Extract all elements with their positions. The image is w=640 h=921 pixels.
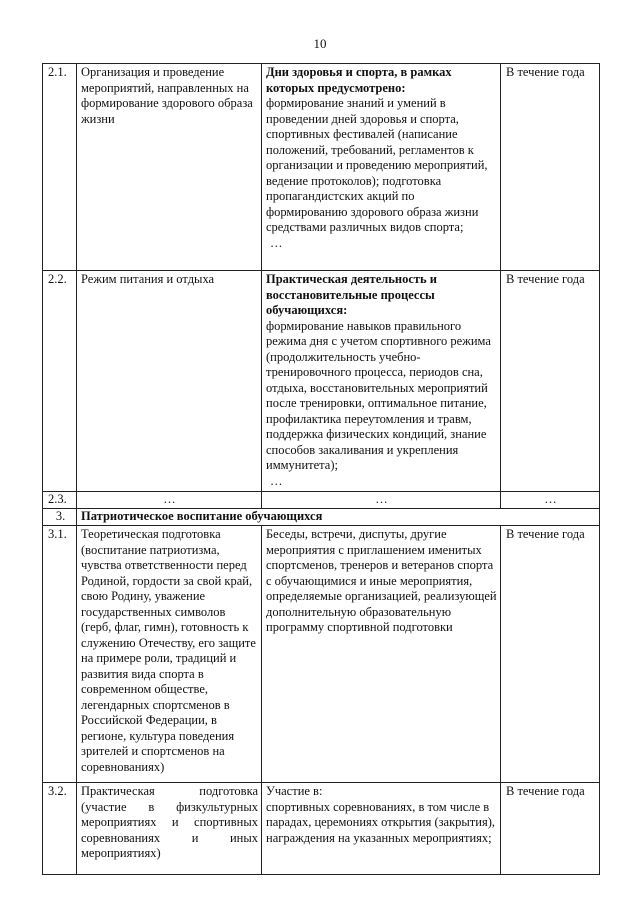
row-number: 3. xyxy=(43,509,77,526)
content-text: формирование знаний и умений в проведении дней здоровья и спорта, спортивных фестивалей (написание положений, требований, регламентов к организации и проведению мероприятий, ведение протоколов); подготовка пропагандистских акций по формированию здорового образа жизни средствами различных видов спорта; xyxy=(266,96,488,234)
program-table xyxy=(42,63,600,875)
section-heading-row xyxy=(43,509,600,526)
row-term: В течение года xyxy=(501,64,600,271)
row-name: Теоретическая подготовка (воспитание патриотизма, чувства ответственности перед Родиной, гордости за свой край, свою Родину, уважение государственных символов (герб, флаг, гимн), готовность к служению Отечеству, его защите на примере роли, традиций и развития вида спорта в современном обществе, легендарных спортсменов в Российской Федерации, в регионе, культура поведения зрителей и спортсменов на соревнованиях) xyxy=(77,526,262,783)
row-number: 2.1. xyxy=(43,64,77,271)
row-name: Организация и проведение мероприятий, направленных на формирование здорового образа жизни xyxy=(77,64,262,271)
row-name: Практическая подготовка (участие в физкультурных мероприятиях и спортивных соревнованиях и иных мероприятиях) xyxy=(77,783,262,875)
table-row xyxy=(43,783,600,875)
row-name: Режим питания и отдыха xyxy=(77,271,262,492)
table-row xyxy=(43,64,600,271)
row-number: 3.2. xyxy=(43,783,77,875)
content-title: Участие в: xyxy=(266,784,323,798)
row-term: … xyxy=(501,492,600,509)
row-number: 2.3. xyxy=(43,492,77,509)
section-heading: Патриотическое воспитание обучающихся xyxy=(77,509,600,526)
content-ellipsis: … xyxy=(270,473,283,488)
table-row xyxy=(43,271,600,492)
content-title: Практическая деятельность и восстановительные процессы обучающихся: xyxy=(266,272,437,317)
table-row xyxy=(43,526,600,783)
content-text: формирование навыков правильного режима дня с учетом спортивного режима (продолжительность учебно-тренировочного процесса, периодов сна, отдыха, восстановительных мероприятий после тренировки, оптимальное питание, профилактика переутомления и травм, поддержка физических кондиций, знание способов закаливания и укрепления иммунитета); xyxy=(266,318,491,472)
row-number: 3.1. xyxy=(43,526,77,783)
row-term: В течение года xyxy=(501,271,600,492)
content-ellipsis: … xyxy=(270,235,283,250)
page-number: 10 xyxy=(313,36,327,51)
row-content: … xyxy=(262,492,501,509)
content-title: Дни здоровья и спорта, в рамках которых предусмотрено: xyxy=(266,65,452,95)
row-content xyxy=(262,783,501,875)
table-row xyxy=(43,492,600,509)
row-term: В течение года xyxy=(501,526,600,783)
row-term: В течение года xyxy=(501,783,600,875)
row-content xyxy=(262,64,501,271)
row-name: … xyxy=(77,492,262,509)
row-number: 2.2. xyxy=(43,271,77,492)
row-content xyxy=(262,271,501,492)
row-content: Беседы, встречи, диспуты, другие мероприятия с приглашением именитых спортсменов, тренеров и ветеранов спорта с обучающимися и иные мероприятия, определяемые организацией, реализующей дополнительную образовательную программу спортивной подготовки xyxy=(262,526,501,783)
content-text: спортивных соревнованиях, в том числе в парадах, церемониях открытия (закрытия), награждения на указанных мероприятиях; xyxy=(266,799,495,845)
